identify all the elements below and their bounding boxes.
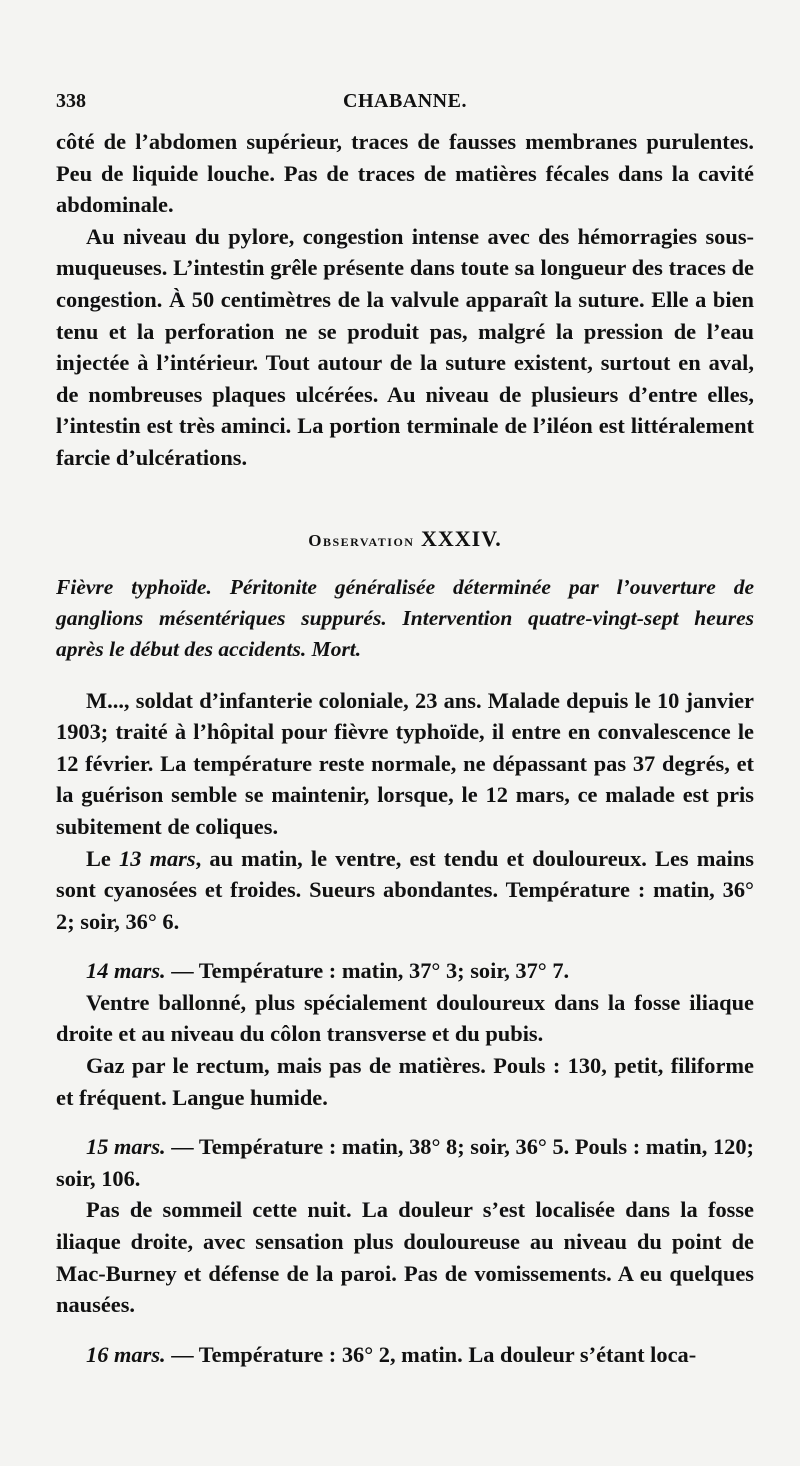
march-14-text: — Température : matin, 37° 3; soir, 37° 7. <box>165 958 570 984</box>
paragraph-intro-1: côté de l’abdomen supérieur, traces de fausses membranes purulentes. Peu de liquide louche. Pas de traces de matières fécales dans la cavité abdominale. <box>56 129 754 218</box>
march-13-date: 13 mars <box>119 845 196 871</box>
march-13-text: , au matin, le ventre, est tendu et douloureux. Les mains sont cyanosées et froides. Sueurs abondantes. Température : matin, 36° 2; soir, 36° 6. <box>56 845 754 934</box>
paragraph-march-15-pain: Pas de sommeil cette nuit. La douleur s’est localisée dans la fosse iliaque droite, avec sensation plus douloureuse au niveau du point de Mac-Burney et défense de la paroi. Pas de vomissements. A eu quelques nausées. <box>56 1197 754 1318</box>
paragraph-march-14 <box>56 955 754 987</box>
paragraph-intro-2: Au niveau du pylore, congestion intense avec des hémorragies sous-muqueuses. L’intestin grêle présente dans toute sa longueur des traces de congestion. À 50 centimètres de la valvule apparaît la suture. Elle a bien tenu et la perforation ne se produit pas, malgré la pression de l’eau injectée à l’intérieur. Tout autour de la suture existent, surtout en aval, de nombreuses plaques ulcérées. Au niveau de plusieurs d’entre elles, l’intestin est très aminci. La portion terminale de l’iléon est littéralement farcie d’ulcérations. <box>56 223 754 470</box>
march-16-text: — Température : 36° 2, matin. La douleur s’étant loca- <box>165 1341 697 1367</box>
paragraph-march-14-pulse: Gaz par le rectum, mais pas de matières. Pouls : 130, petit, filiforme et fréquent. Langue humide. <box>56 1053 754 1110</box>
march-14-date: 14 mars. <box>86 958 166 984</box>
running-head: CHABANNE. <box>343 90 467 112</box>
paragraph-march-13 <box>56 843 754 938</box>
paragraph-march-14-abdomen: Ventre ballonné, plus spécialement douloureux dans la fosse iliaque droite et au niveau du côlon transverse et du pubis. <box>56 989 754 1047</box>
march-13-prefix: Le <box>86 845 111 871</box>
observation-label: Observation <box>308 530 415 550</box>
paragraph-march-15 <box>56 1131 754 1194</box>
paragraph-patient: M..., soldat d’infanterie coloniale, 23 ans. Malade depuis le 10 janvier 1903; traité à l’hôpital pour fièvre typhoïde, il entre en convalescence le 12 février. La température reste normale, ne dépassant pas 37 degrés, et la guérison semble se maintenir, lorsque, le 12 mars, ce malade est pris subitement de coliques. <box>56 687 754 839</box>
paragraph-march-16 <box>56 1339 754 1371</box>
march-15-text: — Température : matin, 38° 8; soir, 36° 5. Pouls : matin, 120; soir, 106. <box>56 1134 755 1191</box>
observation-title <box>56 526 754 552</box>
observation-summary: Fièvre typhoïde. Péritonite généralisée déterminée par l’ouverture de ganglions mésentériques suppurés. Intervention quatre-vingt-sept heures après le début des accidents. Mort. <box>56 574 754 661</box>
observation-number: XXXIV. <box>420 525 502 551</box>
page-header <box>56 86 754 126</box>
march-15-date: 15 mars. <box>86 1134 166 1160</box>
march-16-date: 16 mars. <box>86 1341 166 1367</box>
page-number: 338 <box>56 90 86 112</box>
